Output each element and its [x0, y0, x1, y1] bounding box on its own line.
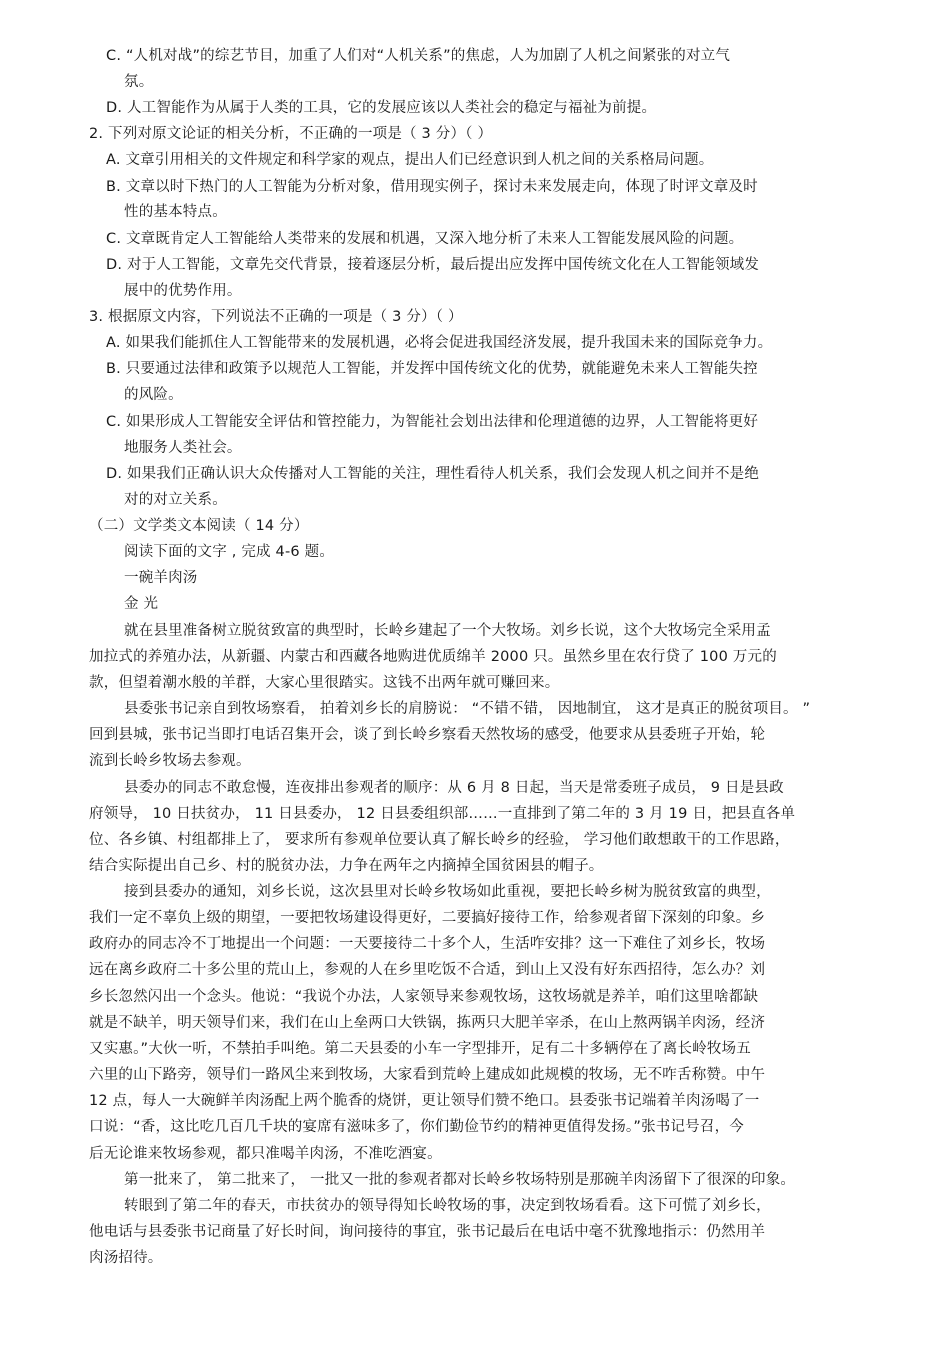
story-line: 县委办的同志不敢怠慢，连夜排出参观者的顺序：从 6 月 8 日起，当天是常委班子成员， 9 日是县政: [124, 780, 784, 796]
q3-option-d-line1: D. 如果我们正确认识大众传播对人工智能的关注，理性看待人机关系，我们会发现人机之间并不是绝: [106, 466, 760, 482]
q3-option-c-line1: C. 如果形成人工智能安全评估和管控能力，为智能社会划出法律和伦理道德的边界，人工智能将更好: [106, 414, 759, 430]
q1-option-c-line2: 氛。: [124, 74, 154, 90]
story-line: 口说：“香，这比吃几百几千块的宴席有滋味多了，你们勤俭节约的精神更值得发扬。”张书记号召，今: [89, 1119, 744, 1135]
story-line: 乡长忽然闪出一个念头。他说：“我说个办法，人家领导来参观牧场，这牧场就是养羊，咱们这里啥都缺: [89, 989, 759, 1005]
story-line: 后无论谁来牧场参观，都只准喝羊肉汤，不准吃酒宴。: [89, 1146, 442, 1162]
story-line: 远在离乡政府二十多公里的荒山上，参观的人在乡里吃饭不合适，到山上又没有好东西招待，怎么办？刘: [89, 962, 766, 978]
q3-option-d-line2: 对的对立关系。: [124, 492, 227, 508]
story-author: 金 光: [124, 596, 159, 612]
story-line: 加拉式的养殖办法，从新疆、内蒙古和西藏各地购进优质绵羊 2000 只。虽然乡里在农行贷了 100 万元的: [89, 649, 777, 665]
story-line: 就在县里准备树立脱贫致富的典型时，长岭乡建起了一个大牧场。刘乡长说，这个大牧场完全采用孟: [124, 623, 771, 639]
story-line: 肉汤招待。: [89, 1250, 163, 1266]
q2-option-d-line1: D. 对于人工智能，文章先交代背景，接着逐层分析，最后提出应发挥中国传统文化在人工智能领域发: [106, 257, 760, 273]
story-line: 转眼到了第二年的春天，市扶贫办的领导得知长岭牧场的事，决定到牧场看看。这下可慌了刘乡长，: [124, 1198, 771, 1214]
story-line: 结合实际提出自己乡、村的脱贫办法，力争在两年之内摘掉全国贫困县的帽子。: [89, 858, 604, 874]
q3-option-b-line1: B. 只要通过法律和政策予以规范人工智能，并发挥中国传统文化的优势，就能避免未来人工智能失控: [106, 361, 758, 377]
story-line: 我们一定不辜负上级的期望，一要把牧场建设得更好，二要搞好接待工作，给参观者留下深刻的印象。乡: [89, 910, 766, 926]
q3-option-b-line2: 的风险。: [124, 387, 183, 403]
story-line: 接到县委办的通知，刘乡长说，这次县里对长岭乡牧场如此重视，要把长岭乡树为脱贫致富的典型，: [124, 884, 771, 900]
q3-option-c-line2: 地服务人类社会。: [124, 440, 242, 456]
q2-option-c: C. 文章既肯定人工智能给人类带来的发展和机遇，又深入地分析了未来人工智能发展风险的问题。: [106, 231, 744, 247]
story-line: 12 点，每人一大碗鲜羊肉汤配上两个脆香的烧饼，更让领导们赞不绝口。县委张书记端着羊肉汤喝了一: [89, 1093, 760, 1109]
q2-option-b-line1: B. 文章以时下热门的人工智能为分析对象，借用现实例子，探讨未来发展走向，体现了时评文章及时: [106, 179, 758, 195]
q2-option-d-line2: 展中的优势作用。: [124, 283, 242, 299]
q3-stem: 3. 根据原文内容，下列说法不正确的一项是（ 3 分）（ ）: [89, 309, 463, 325]
story-line: 政府办的同志冷不丁地提出一个问题：一天要接待二十多个人，生活咋安排？这一下难住了刘乡长，牧场: [89, 936, 766, 952]
story-line: 县委张书记亲自到牧场察看， 拍着刘乡长的肩膀说： “不错不错， 因地制宜， 这才是真正的脱贫项目。 ”: [124, 701, 811, 717]
q2-option-b-line2: 性的基本特点。: [124, 204, 227, 220]
story-line: 第一批来了， 第二批来了， 一批又一批的参观者都对长岭乡牧场特别是那碗羊肉汤留下了很深的印象。: [124, 1172, 796, 1188]
story-line: 流到长岭乡牧场去参观。: [89, 753, 251, 769]
q1-option-d: D. 人工智能作为从属于人类的工具，它的发展应该以人类社会的稳定与福祉为前提。: [106, 100, 657, 116]
story-line: 回到县城，张书记当即打电话召集开会，谈了到长岭乡察看天然牧场的感受，他要求从县委班子开始，轮: [89, 727, 766, 743]
reading-instruction: 阅读下面的文字 , 完成 4-6 题。: [124, 544, 335, 560]
story-line: 就是不缺羊，明天领导们来，我们在山上垒两口大铁锅，拣两只大肥羊宰杀，在山上熬两锅羊肉汤，经济: [89, 1015, 766, 1031]
story-title: 一碗羊肉汤: [124, 570, 198, 586]
story-line: 他电话与县委张书记商量了好长时间，询问接待的事宜，张书记最后在电话中毫不犹豫地指示：仍然用羊: [89, 1224, 766, 1240]
story-line: 六里的山下路旁，领导们一路风尘来到牧场，大家看到荒岭上建成如此规模的牧场，无不咋舌称赞。中午: [89, 1067, 766, 1083]
q2-stem: 2. 下列对原文论证的相关分析，不正确的一项是（ 3 分）（ ）: [89, 126, 493, 142]
story-line: 府领导， 10 日扶贫办， 11 日县委办， 12 日县委组织部……一直排到了第二年的 3 月 19 日，把县直各单: [89, 806, 796, 822]
story-line: 又实惠。”大伙一听，不禁拍手叫绝。第二天县委的小车一字型排开，足有二十多辆停在了离长岭牧场五: [89, 1041, 751, 1057]
section-heading: （二）文学类文本阅读（ 14 分）: [89, 518, 309, 534]
story-line: 款，但望着潮水般的羊群，大家心里很踏实。这钱不出两年就可赚回来。: [89, 675, 560, 691]
q1-option-c-line1: C. “人机对战”的综艺节目，加重了人们对“人机关系”的焦虑，人为加剧了人机之间紧张的对立气: [106, 48, 731, 64]
q3-option-a: A. 如果我们能抓住人工智能带来的发展机遇，必将会促进我国经济发展，提升我国未来的国际竞争力。: [106, 335, 773, 351]
story-line: 位、各乡镇、村组都排上了， 要求所有参观单位要认真了解长岭乡的经验， 学习他们敢想敢干的工作思路，: [89, 832, 790, 848]
q2-option-a: A. 文章引用相关的文件规定和科学家的观点，提出人们已经意识到人机之间的关系格局问题。: [106, 152, 714, 168]
